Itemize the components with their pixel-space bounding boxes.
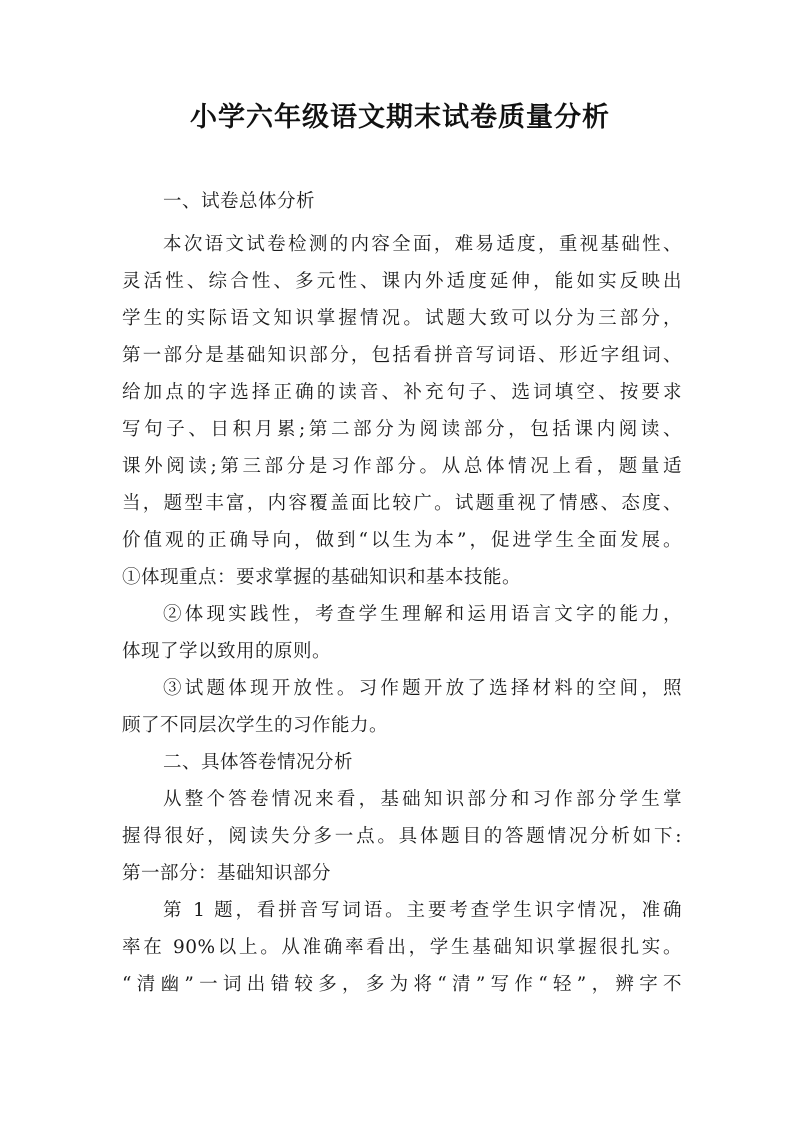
section-heading-answer-analysis: 二、具体答卷情况分析 — [163, 752, 354, 773]
subsection-heading: 第一部分：基础知识部分 — [122, 863, 332, 884]
paragraph-line: 课外阅读;第三部分是习作部分。从总体情况上看，题量适 — [122, 456, 682, 477]
paragraph-line: ③试题体现开放性。习作题开放了选择材料的空间，照 — [163, 678, 682, 699]
paragraph-line: 给加点的字选择正确的读音、补充句子、选词填空、按要求 — [122, 382, 682, 403]
paragraph-line: ①体现重点：要求掌握的基础知识和基本技能。 — [122, 567, 522, 588]
paragraph-line: 当，题型丰富，内容覆盖面比较广。试题重视了情感、态度、 — [122, 493, 682, 514]
paragraph-line: 本次语文试卷检测的内容全面，难易适度，重视基础性、 — [163, 234, 682, 255]
paragraph-line: ②体现实践性，考查学生理解和运用语言文字的能力， — [163, 604, 682, 625]
document-title: 小学六年级语文期末试卷质量分析 — [190, 102, 610, 133]
paragraph-line: 第一部分是基础知识部分，包括看拼音写词语、形近字组词、 — [122, 345, 682, 366]
section-heading-overall-analysis: 一、试卷总体分析 — [163, 191, 316, 212]
paragraph-line: 从整个答卷情况来看，基础知识部分和习作部分学生掌 — [163, 789, 682, 810]
paragraph-line: 率在 90%以上。从准确率看出，学生基础知识掌握很扎实。 — [122, 937, 682, 958]
paragraph-line: 价值观的正确导向，做到“以生为本”，促进学生全面发展。 — [122, 530, 682, 551]
paragraph-line: 第 1 题，看拼音写词语。主要考查学生识字情况，准确 — [163, 900, 682, 921]
paragraph-line: 顾了不同层次学生的习作能力。 — [122, 715, 389, 736]
paragraph-line: 灵活性、综合性、多元性、课内外适度延伸，能如实反映出 — [122, 271, 682, 292]
paragraph-line: “清幽”一词出错较多，多为将“清”写作“轻”，辨字不 — [122, 974, 682, 995]
paragraph-line: 写句子、日积月累;第二部分为阅读部分，包括课内阅读、 — [122, 419, 682, 440]
paragraph-line: 学生的实际语文知识掌握情况。试题大致可以分为三部分， — [122, 308, 682, 329]
paragraph-line: 握得很好，阅读失分多一点。具体题目的答题情况分析如下: — [122, 826, 682, 847]
paragraph-line: 体现了学以致用的原则。 — [122, 641, 332, 662]
